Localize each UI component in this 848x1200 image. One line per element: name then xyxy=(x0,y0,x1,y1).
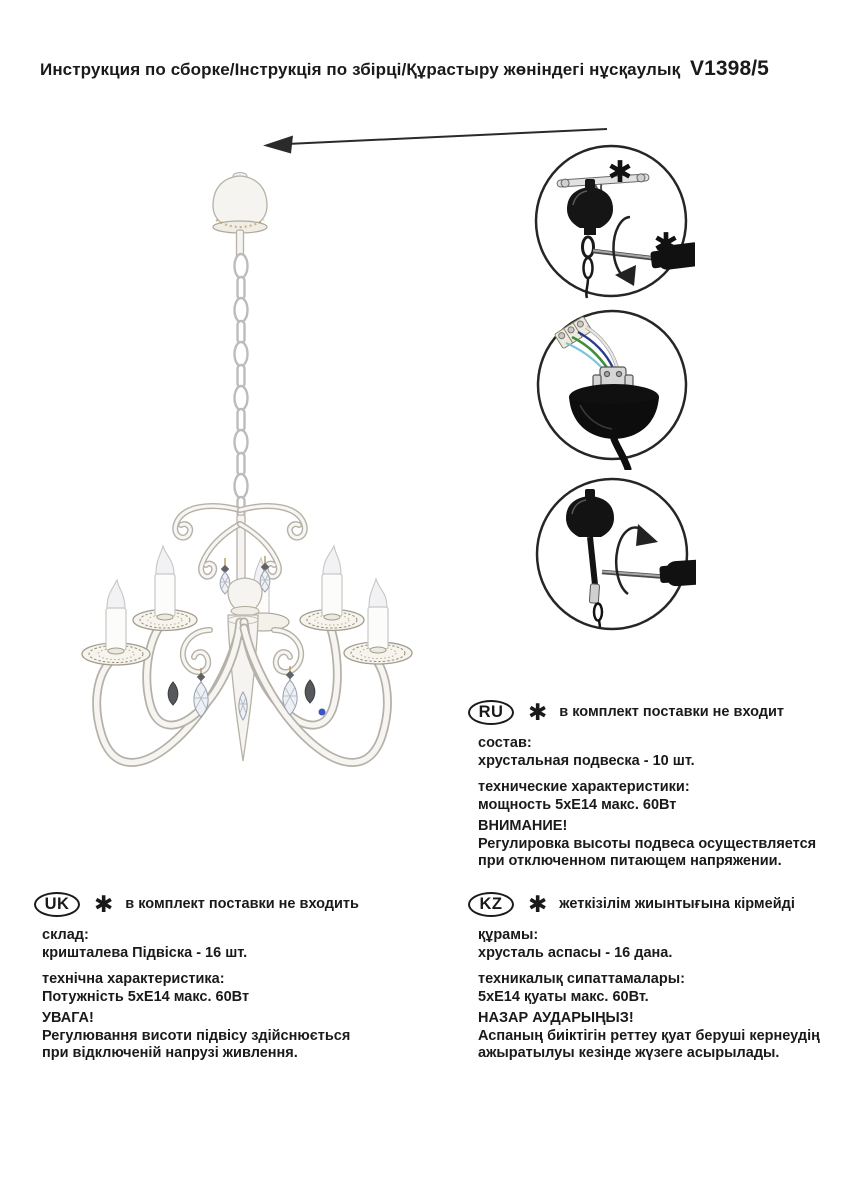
asterisk-icon: ✱ xyxy=(528,699,548,726)
ru-warning-line1: Регулировка высоты подвеса осуществляется xyxy=(478,835,817,852)
uk-header xyxy=(34,890,412,918)
step-3-adjustment-diagram xyxy=(528,472,696,645)
ru-warning-line2: при отключенном питающем напряжении. xyxy=(478,853,782,869)
rotate-arrow-icon xyxy=(613,217,636,286)
uk-composition: кришталева Підвіска - 16 шт. xyxy=(42,944,248,961)
kz-header xyxy=(468,890,846,918)
kz-tech-label: техникалық сипаттамалары: xyxy=(478,971,685,987)
kz-warning-title: НАЗАР АУДАРЫҢЫЗ! xyxy=(478,1010,634,1026)
section-ru xyxy=(468,698,846,871)
rotate-arrow-icon xyxy=(616,524,658,594)
asterisk-icon: ✱ xyxy=(607,155,633,190)
ru-header xyxy=(468,698,846,726)
canopy xyxy=(213,173,267,234)
ru-power: мощность 5хЕ14 макс. 60Вт xyxy=(478,796,677,813)
candle-mid-left xyxy=(133,546,197,631)
ru-composition-label: состав: xyxy=(478,735,532,751)
ceiling-cup-icon xyxy=(567,179,613,235)
hanging-chain xyxy=(235,254,248,517)
uk-badge: UK xyxy=(34,892,80,917)
candle-mid-right xyxy=(300,546,364,631)
asterisk-icon: ✱ xyxy=(653,227,679,262)
title-text: Инструкция по сборке/Інструкція по збірці/Құрастыру жөніндегі нұсқаулық xyxy=(40,60,681,79)
step-2-wiring-diagram xyxy=(530,305,695,475)
kz-note: жеткізілім жиынтығына кірмейді xyxy=(559,896,795,912)
uk-composition-label: склад: xyxy=(42,927,89,943)
ru-badge: RU xyxy=(468,700,514,725)
ru-warning-title: ВНИМАНИЕ! xyxy=(478,818,568,834)
screwdriver-icon xyxy=(593,241,695,271)
chain-link-icon xyxy=(583,237,594,298)
uk-warning-line1: Регулювання висоти підвісу здійснюється xyxy=(42,1027,351,1044)
kz-badge: KZ xyxy=(468,892,514,917)
rod-icon xyxy=(589,537,602,627)
uk-tech-label: технічна характеристика: xyxy=(42,971,225,987)
asterisk-icon: ✱ xyxy=(528,891,548,918)
uk-warning-line2: при відключеній напрузі живлення. xyxy=(42,1045,298,1061)
section-uk xyxy=(34,890,412,1063)
center-hub xyxy=(228,578,262,616)
section-kz xyxy=(468,890,846,1063)
ru-note: в комплект поставки не входит xyxy=(559,704,785,720)
step-1-mounting-diagram xyxy=(527,137,695,310)
kz-composition: хрусталь аспасы - 16 дана. xyxy=(478,944,673,961)
kz-power: 5хЕ14 қуаты макс. 60Вт. xyxy=(478,988,649,1005)
model-number: V1398/5 xyxy=(690,57,769,80)
page-title xyxy=(40,57,769,81)
chandelier-photo xyxy=(60,160,460,800)
kz-warning-line1: Аспаның биіктігін реттеу қуат беруші кернеудің xyxy=(478,1027,820,1044)
ru-composition: хрустальная подвеска - 10 шт. xyxy=(478,752,695,769)
kz-warning-line2: ажыратылуы кезінде жүзеге асырылады. xyxy=(478,1045,780,1061)
kz-composition-label: құрамы: xyxy=(478,927,539,943)
uk-warning-title: УВАГА! xyxy=(42,1010,94,1026)
ceiling-cup-icon xyxy=(566,489,614,537)
step-circle xyxy=(537,479,687,629)
uk-power: Потужність 5хЕ14 макс. 60Вт xyxy=(42,988,250,1005)
uk-note: в комплект поставки не входить xyxy=(125,896,359,912)
asterisk-icon: ✱ xyxy=(94,891,114,918)
ru-tech-label: технические характеристики: xyxy=(478,779,690,795)
arrowhead-icon xyxy=(263,136,293,154)
ceiling-cup-icon xyxy=(569,384,659,469)
